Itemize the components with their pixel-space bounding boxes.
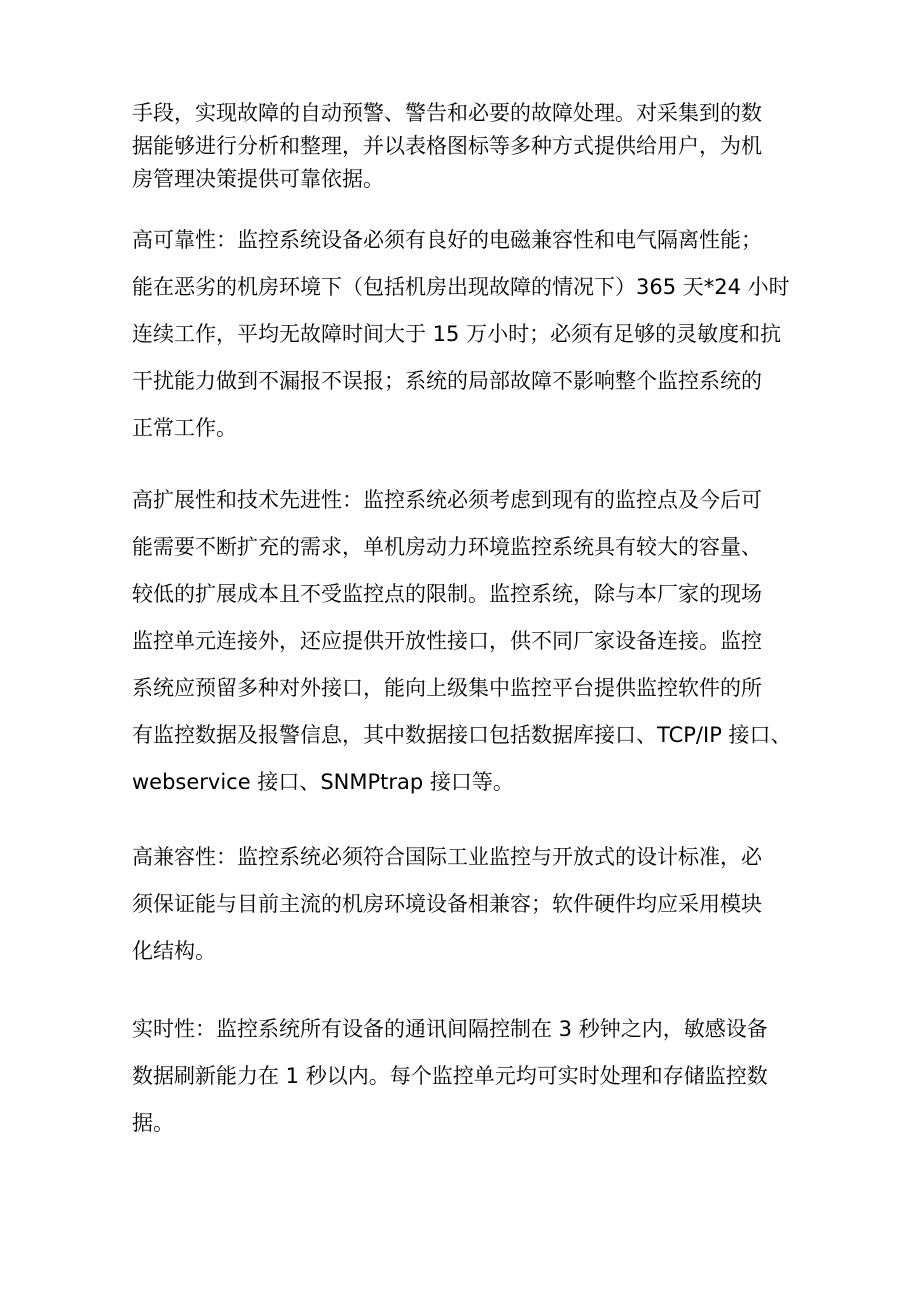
text-line: 实时性：监控系统所有设备的通讯间隔控制在 3 秒钟之内，敏感设备: [132, 1017, 768, 1041]
text-line: 须保证能与目前主流的机房环境设备相兼容；软件硬件均应采用模块: [132, 892, 762, 916]
text-line: 化结构。: [132, 939, 216, 963]
paragraph-intro: [132, 97, 802, 196]
text-line: 干扰能力做到不漏报不误报；系统的局部故障不影响整个监控系统的: [132, 369, 762, 393]
text-line: 高扩展性和技术先进性：监控系统必须考虑到现有的监控点及今后可: [132, 488, 762, 512]
text-line: 高兼容性：监控系统必须符合国际工业监控与开放式的设计标准，必: [132, 845, 762, 869]
text-line: 能需要不断扩充的需求，单机房动力环境监控系统具有较大的容量、: [132, 535, 762, 559]
text-line: 系统应预留多种对外接口，能向上级集中监控平台提供监控软件的所: [132, 676, 762, 700]
text-line: 据能够进行分析和整理，并以表格图标等多种方式提供给用户，为机: [132, 134, 762, 158]
text-line: 能在恶劣的机房环境下（包括机房出现故障的情况下）365 天*24 小时: [132, 275, 790, 299]
text-line: 据。: [132, 1111, 174, 1135]
text-line: 正常工作。: [132, 416, 237, 440]
text-line: 高可靠性：监控系统设备必须有良好的电磁兼容性和电气隔离性能；: [132, 228, 762, 252]
paragraph-compatibility: [132, 834, 802, 975]
text-line: 手段，实现故障的自动预警、警告和必要的故障处理。对采集到的数: [132, 101, 762, 125]
text-line: 连续工作，平均无故障时间大于 15 万小时；必须有足够的灵敏度和抗: [132, 322, 782, 346]
paragraph-scalability: [132, 477, 802, 806]
text-line: 较低的扩展成本且不受监控点的限制。监控系统，除与本厂家的现场: [132, 582, 762, 606]
text-line: 数据刷新能力在 1 秒以内。每个监控单元均可实时处理和存储监控数: [132, 1064, 768, 1088]
paragraph-realtime: [132, 1006, 802, 1147]
text-line: 有监控数据及报警信息，其中数据接口包括数据库接口、TCP/IP 接口、: [132, 723, 792, 747]
text-line: 监控单元连接外，还应提供开放性接口，供不同厂家设备连接。监控: [132, 629, 762, 653]
text-line: webservice 接口、SNMPtrap 接口等。: [132, 770, 514, 794]
text-line: 房管理决策提供可靠依据。: [132, 167, 384, 191]
paragraph-reliability: [132, 217, 802, 452]
